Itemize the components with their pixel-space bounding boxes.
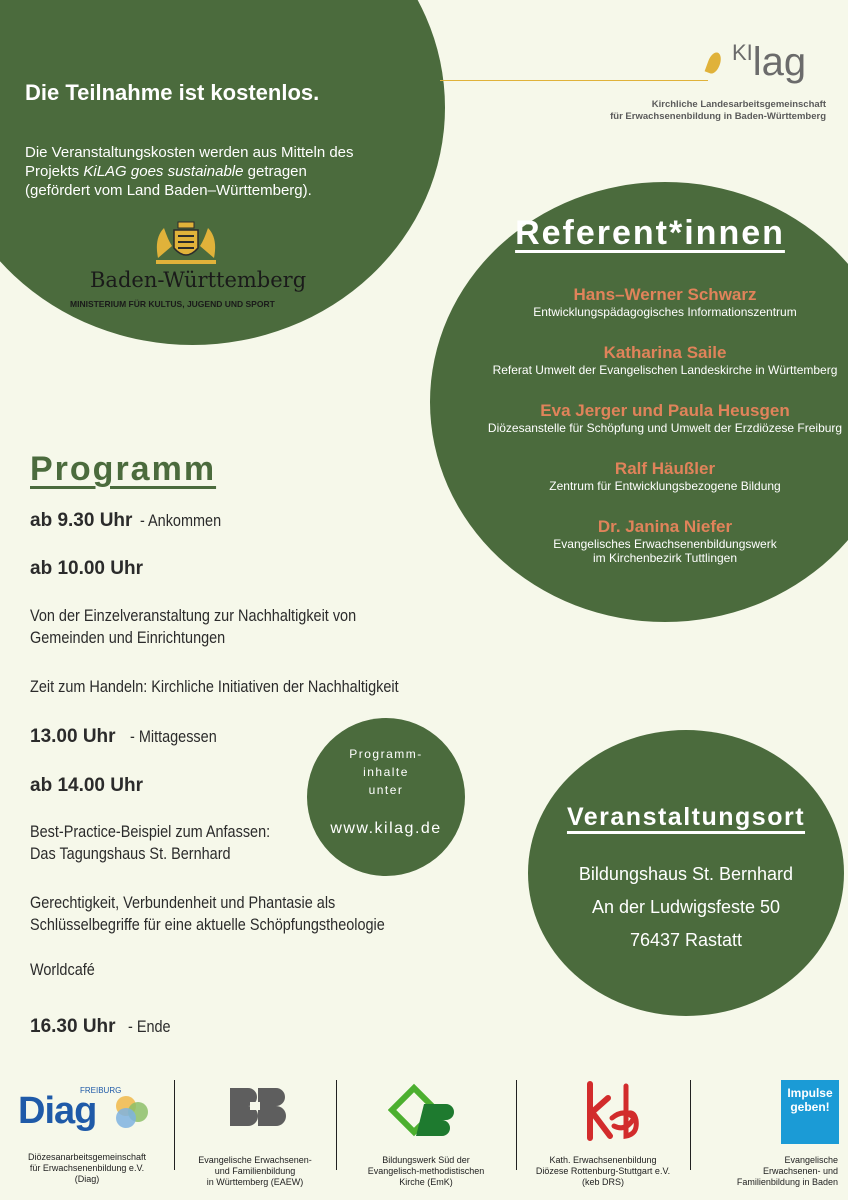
diag-circles-icon xyxy=(110,1092,154,1132)
emk-logo-icon xyxy=(388,1082,468,1140)
footer-caption-emk: Bildungswerk Süd der Evangelisch-methodistischen Kirche (EmK) xyxy=(367,1155,485,1187)
venue-street: An der Ludwigsfeste 50 xyxy=(591,897,781,917)
program-title: Programm xyxy=(30,450,217,488)
program-time: ab 10.00 Uhr xyxy=(30,558,143,579)
speaker-org: Diözesanstelle für Schöpfung und Umwelt der Erzdiözese Freiburg xyxy=(487,421,843,435)
speaker-item xyxy=(470,343,848,401)
kilag-comma-icon xyxy=(705,51,724,76)
venue-city: 76437 Rastatt xyxy=(629,930,743,950)
bw-logo-name: Baden-Württemberg xyxy=(90,268,307,292)
footer-divider xyxy=(174,1080,175,1170)
program-label: - Ankommen xyxy=(140,511,222,530)
program-text: Gerechtigkeit, Verbundenheit und Phantasie als Schlüsselbegriffe für eine aktuelle Schöpfungstheologie xyxy=(30,893,385,934)
program-time: 16.30 Uhr xyxy=(30,1016,116,1037)
diag-logo-freiburg: FREIBURG xyxy=(80,1086,122,1095)
speaker-org: Referat Umwelt der Evangelischen Landeskirche in Württemberg xyxy=(492,363,838,377)
speaker-item xyxy=(470,517,848,565)
program-time: ab 14.00 Uhr xyxy=(30,775,143,796)
kilag-website-link[interactable]: www.kilag.de xyxy=(330,820,442,837)
speaker-name: Ralf Häußler xyxy=(614,459,716,478)
speaker-item xyxy=(470,459,848,517)
program-item xyxy=(30,1016,178,1038)
footer-caption-baden: Evangelische Erwachsenen- und Familienbildung in Baden xyxy=(736,1155,838,1187)
bw-logo-ministry: MINISTERIUM FÜR KULTUS, JUGEND UND SPORT xyxy=(70,299,275,309)
speaker-name: Katharina Saile xyxy=(603,343,727,362)
funding-line-1: Die Veranstaltungskosten werden aus Mitteln des xyxy=(25,144,354,161)
kilag-logo xyxy=(732,40,806,85)
funding-line-3: (gefördert vom Land Baden–Württemberg). xyxy=(25,182,312,199)
speaker-name: Dr. Janina Niefer xyxy=(597,517,733,536)
speaker-org: Entwicklungspädagogisches Informationszentrum xyxy=(533,305,797,319)
program-time: 13.00 Uhr xyxy=(30,726,116,747)
funding-line-2: Projekts KiLAG goes sustainable getragen xyxy=(25,163,307,180)
footer-divider xyxy=(336,1080,337,1170)
project-name: KiLAG goes sustainable xyxy=(83,163,244,180)
venue-title: Veranstaltungsort xyxy=(566,803,806,831)
speaker-item xyxy=(470,285,848,343)
bw-coat-of-arms-icon xyxy=(148,218,224,268)
program-item xyxy=(30,726,232,748)
speaker-list xyxy=(470,285,848,565)
program-time: ab 9.30 Uhr xyxy=(30,510,133,531)
program-text: Worldcafé xyxy=(30,960,95,979)
speakers-title: Referent*innen xyxy=(515,214,785,252)
footer-caption-eaew: Evangelische Erwachsenen- und Familienbildung in Württemberg (EAEW) xyxy=(198,1155,312,1187)
kilag-logo-ki: KI xyxy=(732,40,753,65)
speaker-name: Hans–Werner Schwarz xyxy=(573,285,757,304)
diag-logo xyxy=(18,1086,158,1140)
footer-caption-keb: Kath. Erwachsenenbildung Diözese Rottenburg-Stuttgart e.V. (keb DRS) xyxy=(535,1155,671,1187)
speaker-name: Eva Jerger und Paula Heusgen xyxy=(540,401,790,420)
footer-divider xyxy=(690,1080,691,1170)
speaker-org: im Kirchenbezirk Tuttlingen xyxy=(592,551,738,565)
impulse-geben-logo: Impulse geben! xyxy=(781,1080,839,1144)
kilag-org-name: Kirchliche Landesarbeitsgemeinschaft für Erwachsenenbildung in Baden-Württemberg xyxy=(610,99,826,122)
speaker-item xyxy=(470,401,848,459)
speaker-org: Evangelisches Erwachsenenbildungswerk xyxy=(553,537,777,551)
diag-logo-word: Diag xyxy=(18,1090,97,1132)
program-item xyxy=(30,510,236,532)
speaker-org: Zentrum für Entwicklungsbezogene Bildung xyxy=(549,479,781,493)
program-link-text: Programm- inhalte unter xyxy=(349,747,423,797)
program-label: - Ende xyxy=(127,1017,171,1036)
keb-logo-icon xyxy=(582,1080,642,1142)
program-text: Best-Practice-Beispiel zum Anfassen: Das Tagungshaus St. Bernhard xyxy=(30,822,271,863)
venue-address xyxy=(528,858,844,957)
kilag-logo-lag: lag xyxy=(752,40,807,84)
program-label: - Mittagessen xyxy=(129,727,217,746)
footer-caption-diag: Diözesanarbeitsgemeinschaft für Erwachsenenbildung e.V. (Diag) xyxy=(27,1152,147,1184)
program-text: Zeit zum Handeln: Kirchliche Initiativen der Nachhaltigkeit xyxy=(30,677,399,696)
program-text: Von der Einzelveranstaltung zur Nachhaltigkeit von Gemeinden und Einrichtungen xyxy=(30,606,357,647)
free-participation-headline: Die Teilnahme ist kostenlos. xyxy=(25,80,320,105)
footer-divider xyxy=(516,1080,517,1170)
eaew-logo-icon xyxy=(222,1082,288,1138)
kilag-divider-line xyxy=(440,80,708,81)
funding-text xyxy=(25,143,354,200)
venue-name: Bildungshaus St. Bernhard xyxy=(578,864,794,884)
